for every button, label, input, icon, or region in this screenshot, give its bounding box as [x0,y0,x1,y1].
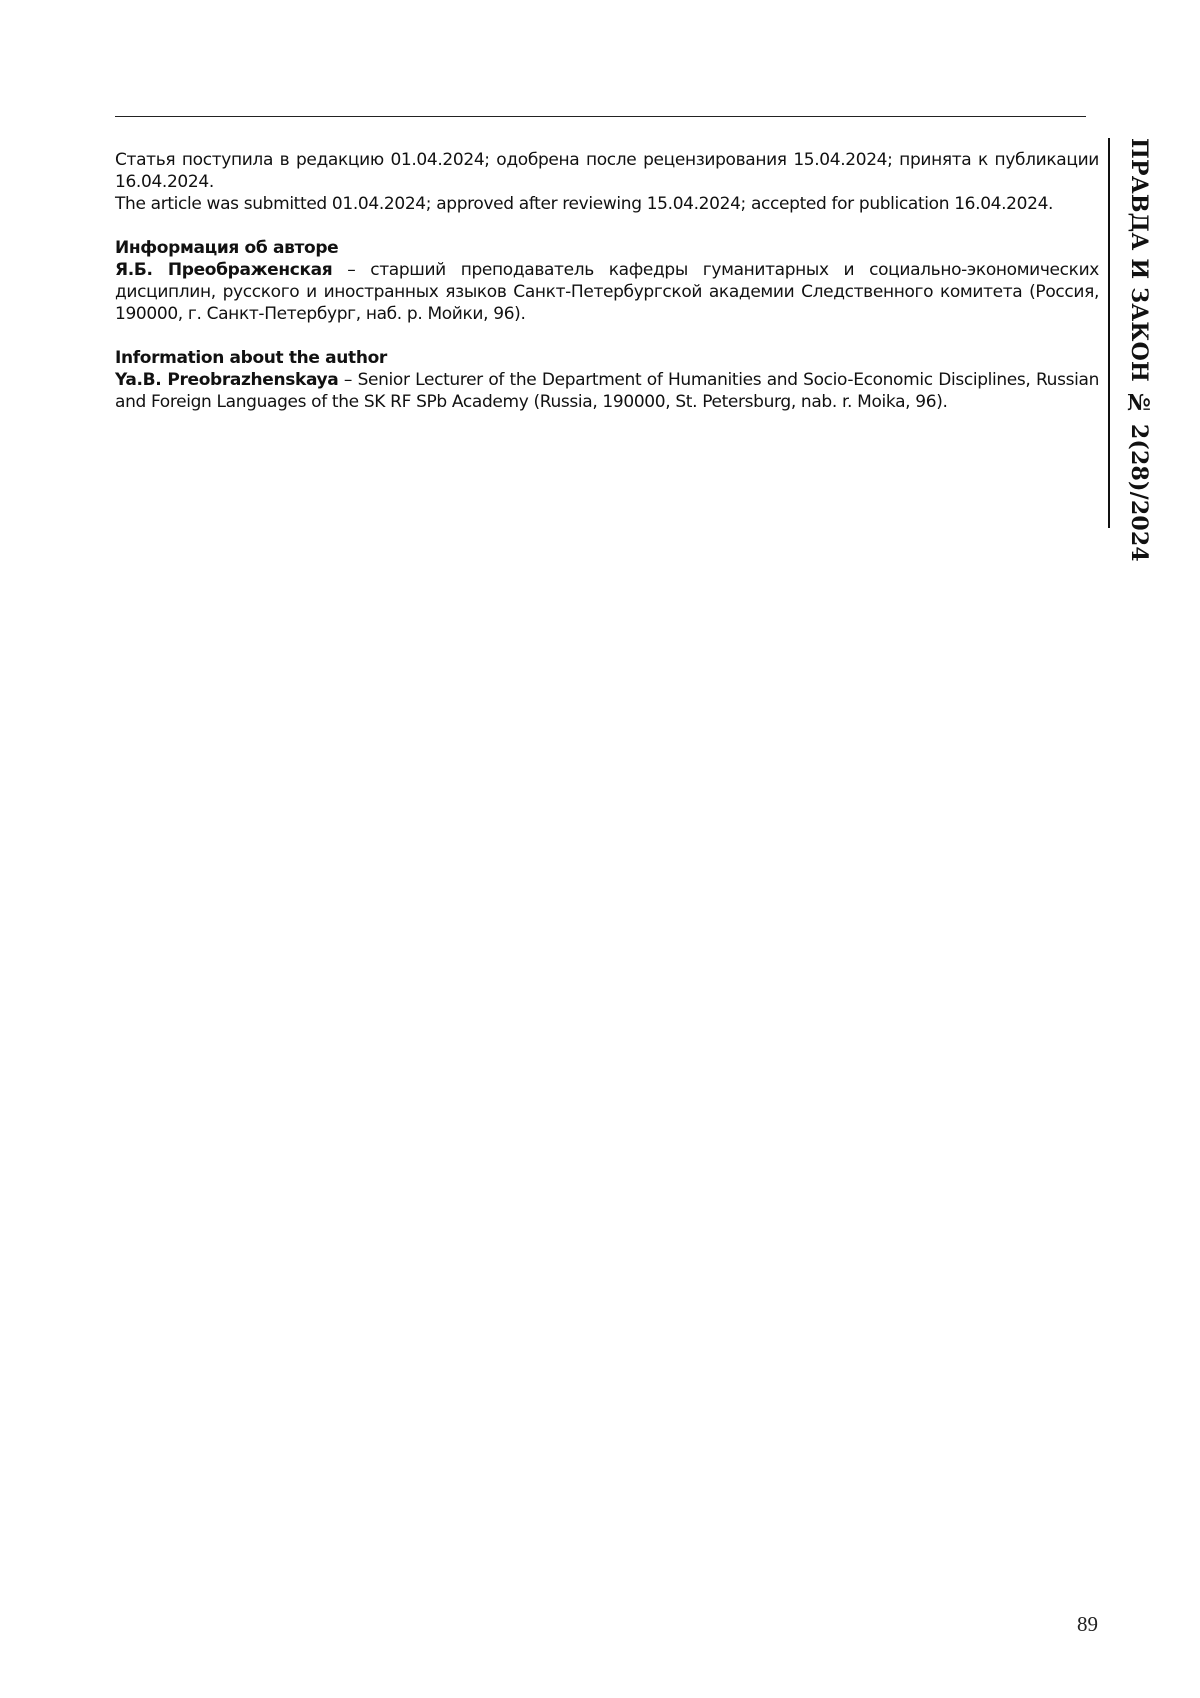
spacer [115,325,1099,347]
author-name-en: Ya.B. Preobrazhenskaya [115,370,339,390]
author-description-en: – Senior Lecturer of the Department of Humanities and Socio-Economic Disciplines, Russian and Foreign Languages of the SK RF SPb Academy (Russia, 190000, St. Petersburg, nab. r. Moika, 96). [115,370,1099,412]
author-info-ru [115,259,1099,325]
submission-dates-ru: Статья поступила в редакцию 01.04.2024; одобрена после рецензирования 15.04.2024; принята к публикации 16.04.2024. [115,150,1099,192]
author-info-heading-ru: Информация об авторе [115,238,339,258]
page-number: 89 [1077,1612,1098,1636]
journal-running-title: ПРАВДА И ЗАКОН № 2(28)/2024 [1108,138,1152,528]
author-info-heading-en: Information about the author [115,348,387,368]
submission-dates-en: The article was submitted 01.04.2024; approved after reviewing 15.04.2024; accepted for publication 16.04.2024. [115,194,1054,214]
spacer [115,215,1099,237]
author-name-ru: Я.Б. Преображенская [115,260,333,280]
top-rule [115,116,1086,117]
article-end-matter [115,149,1099,413]
author-description-ru: – старший преподаватель кафедры гуманитарных и социально-экономических дисциплин, русского и иностранных языков Санкт-Петербургской академии Следственного комитета (Россия, 190000, г. Санкт-Петербург, наб. р. Мойки, 96). [115,260,1099,324]
author-info-en [115,369,1099,413]
